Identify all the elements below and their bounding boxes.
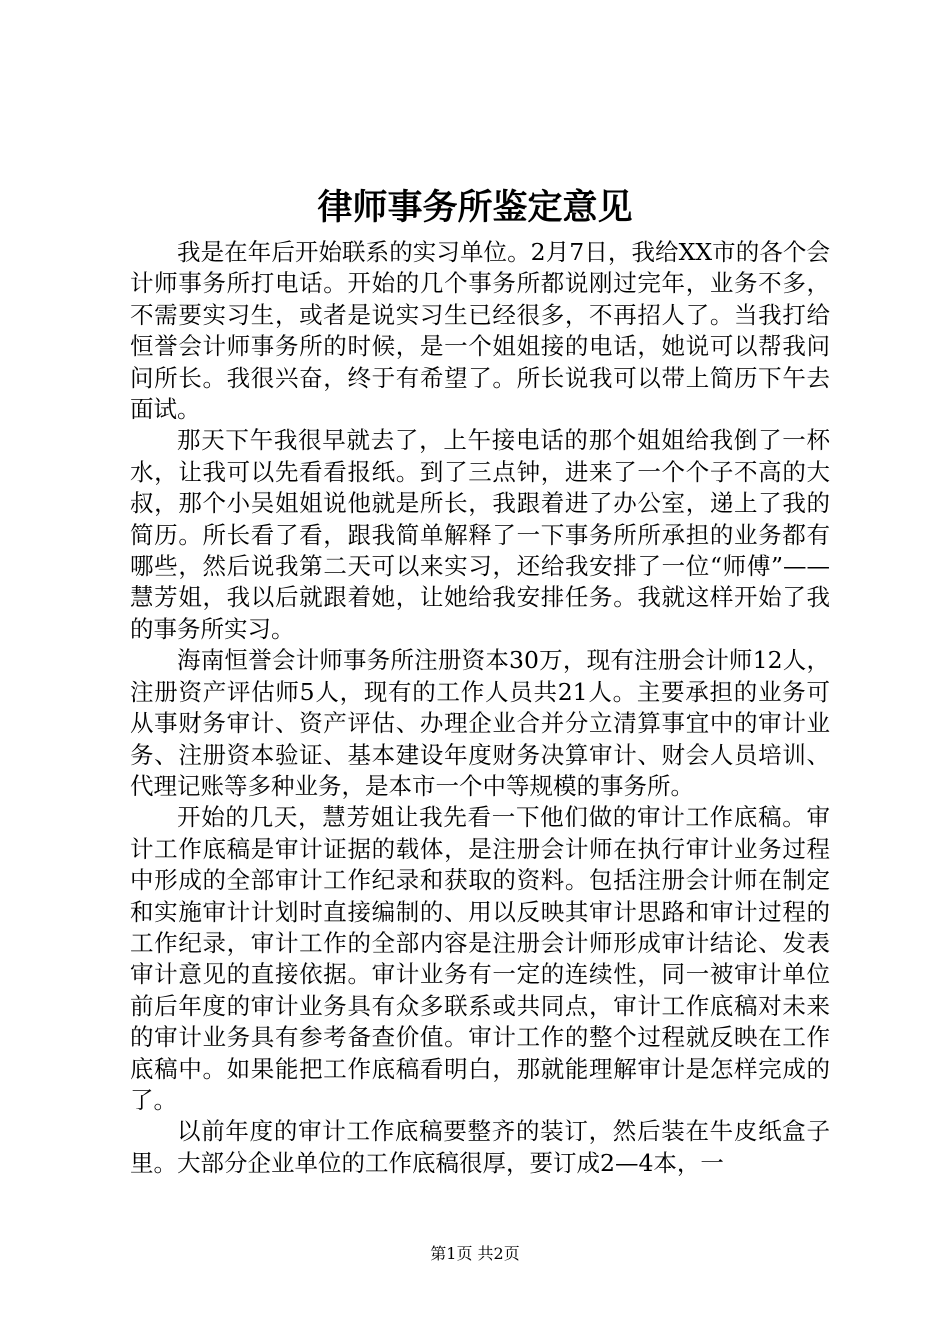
body-paragraph: 那天下午我很早就去了，上午接电话的那个姐姐给我倒了一杯水，让我可以先看看报纸。到了三点钟，进来了一个个子不高的大叔，那个小吴姐姐说他就是所长，我跟着进了办公室，递上了我的简历。所长看了看，跟我简单解释了一下事务所所承担的业务都有哪些，然后说我第二天可以来实习，还给我安排了一位“师傅”——慧芳姐，我以后就跟着她，让她给我安排任务。我就这样开始了我的事务所实习。 <box>130 426 830 643</box>
body-paragraph: 开始的几天，慧芳姐让我先看一下他们做的审计工作底稿。审计工作底稿是审计证据的载体，是注册会计师在执行审计业务过程中形成的全部审计工作纪录和获取的资料。包括注册会计师在制定和实施审计计划时直接编制的、用以反映其审计思路和审计过程的工作纪录，审计工作的全部内容是注册会计师形成审计结论、发表审计意见的直接依据。审计业务有一定的连续性，同一被审计单位前后年度的审计业务具有众多联系或共同点，审计工作底稿对未来的审计业务具有参考备查价值。审计工作的整个过程就反映在工作底稿中。如果能把工作底稿看明白，那就能理解审计是怎样完成的了。 <box>130 803 830 1114</box>
page-footer: 第1页 共2页 <box>430 1244 520 1263</box>
body-paragraph: 我是在年后开始联系的实习单位。2月7日，我给XX市的各个会计师事务所打电话。开始的几个事务所都说刚过完年，业务不多，不需要实习生，或者是说实习生已经很多，不再招人了。当我打给恒誉会计师事务所的时候，是一个姐姐接的电话，她说可以帮我问问所长。我很兴奋，终于有希望了。所长说我可以带上简历下午去面试。 <box>130 238 830 424</box>
document-title: 律师事务所鉴定意见 <box>317 187 633 228</box>
body-paragraph: 海南恒誉会计师事务所注册资本30万，现有注册会计师12人，注册资产评估师5人，现有的工作人员共21人。主要承担的业务可从事财务审计、资产评估、办理企业合并分立清算事宜中的审计业务、注册资本验证、基本建设年度财务决算审计、财会人员培训、代理记账等多种业务，是本市一个中等规模的事务所。 <box>130 646 830 800</box>
document-body <box>130 237 830 1179</box>
body-paragraph: 以前年度的审计工作底稿要整齐的装订，然后装在牛皮纸盒子里。大部分企业单位的工作底稿很厚，要订成2—4本，一 <box>130 1117 830 1177</box>
